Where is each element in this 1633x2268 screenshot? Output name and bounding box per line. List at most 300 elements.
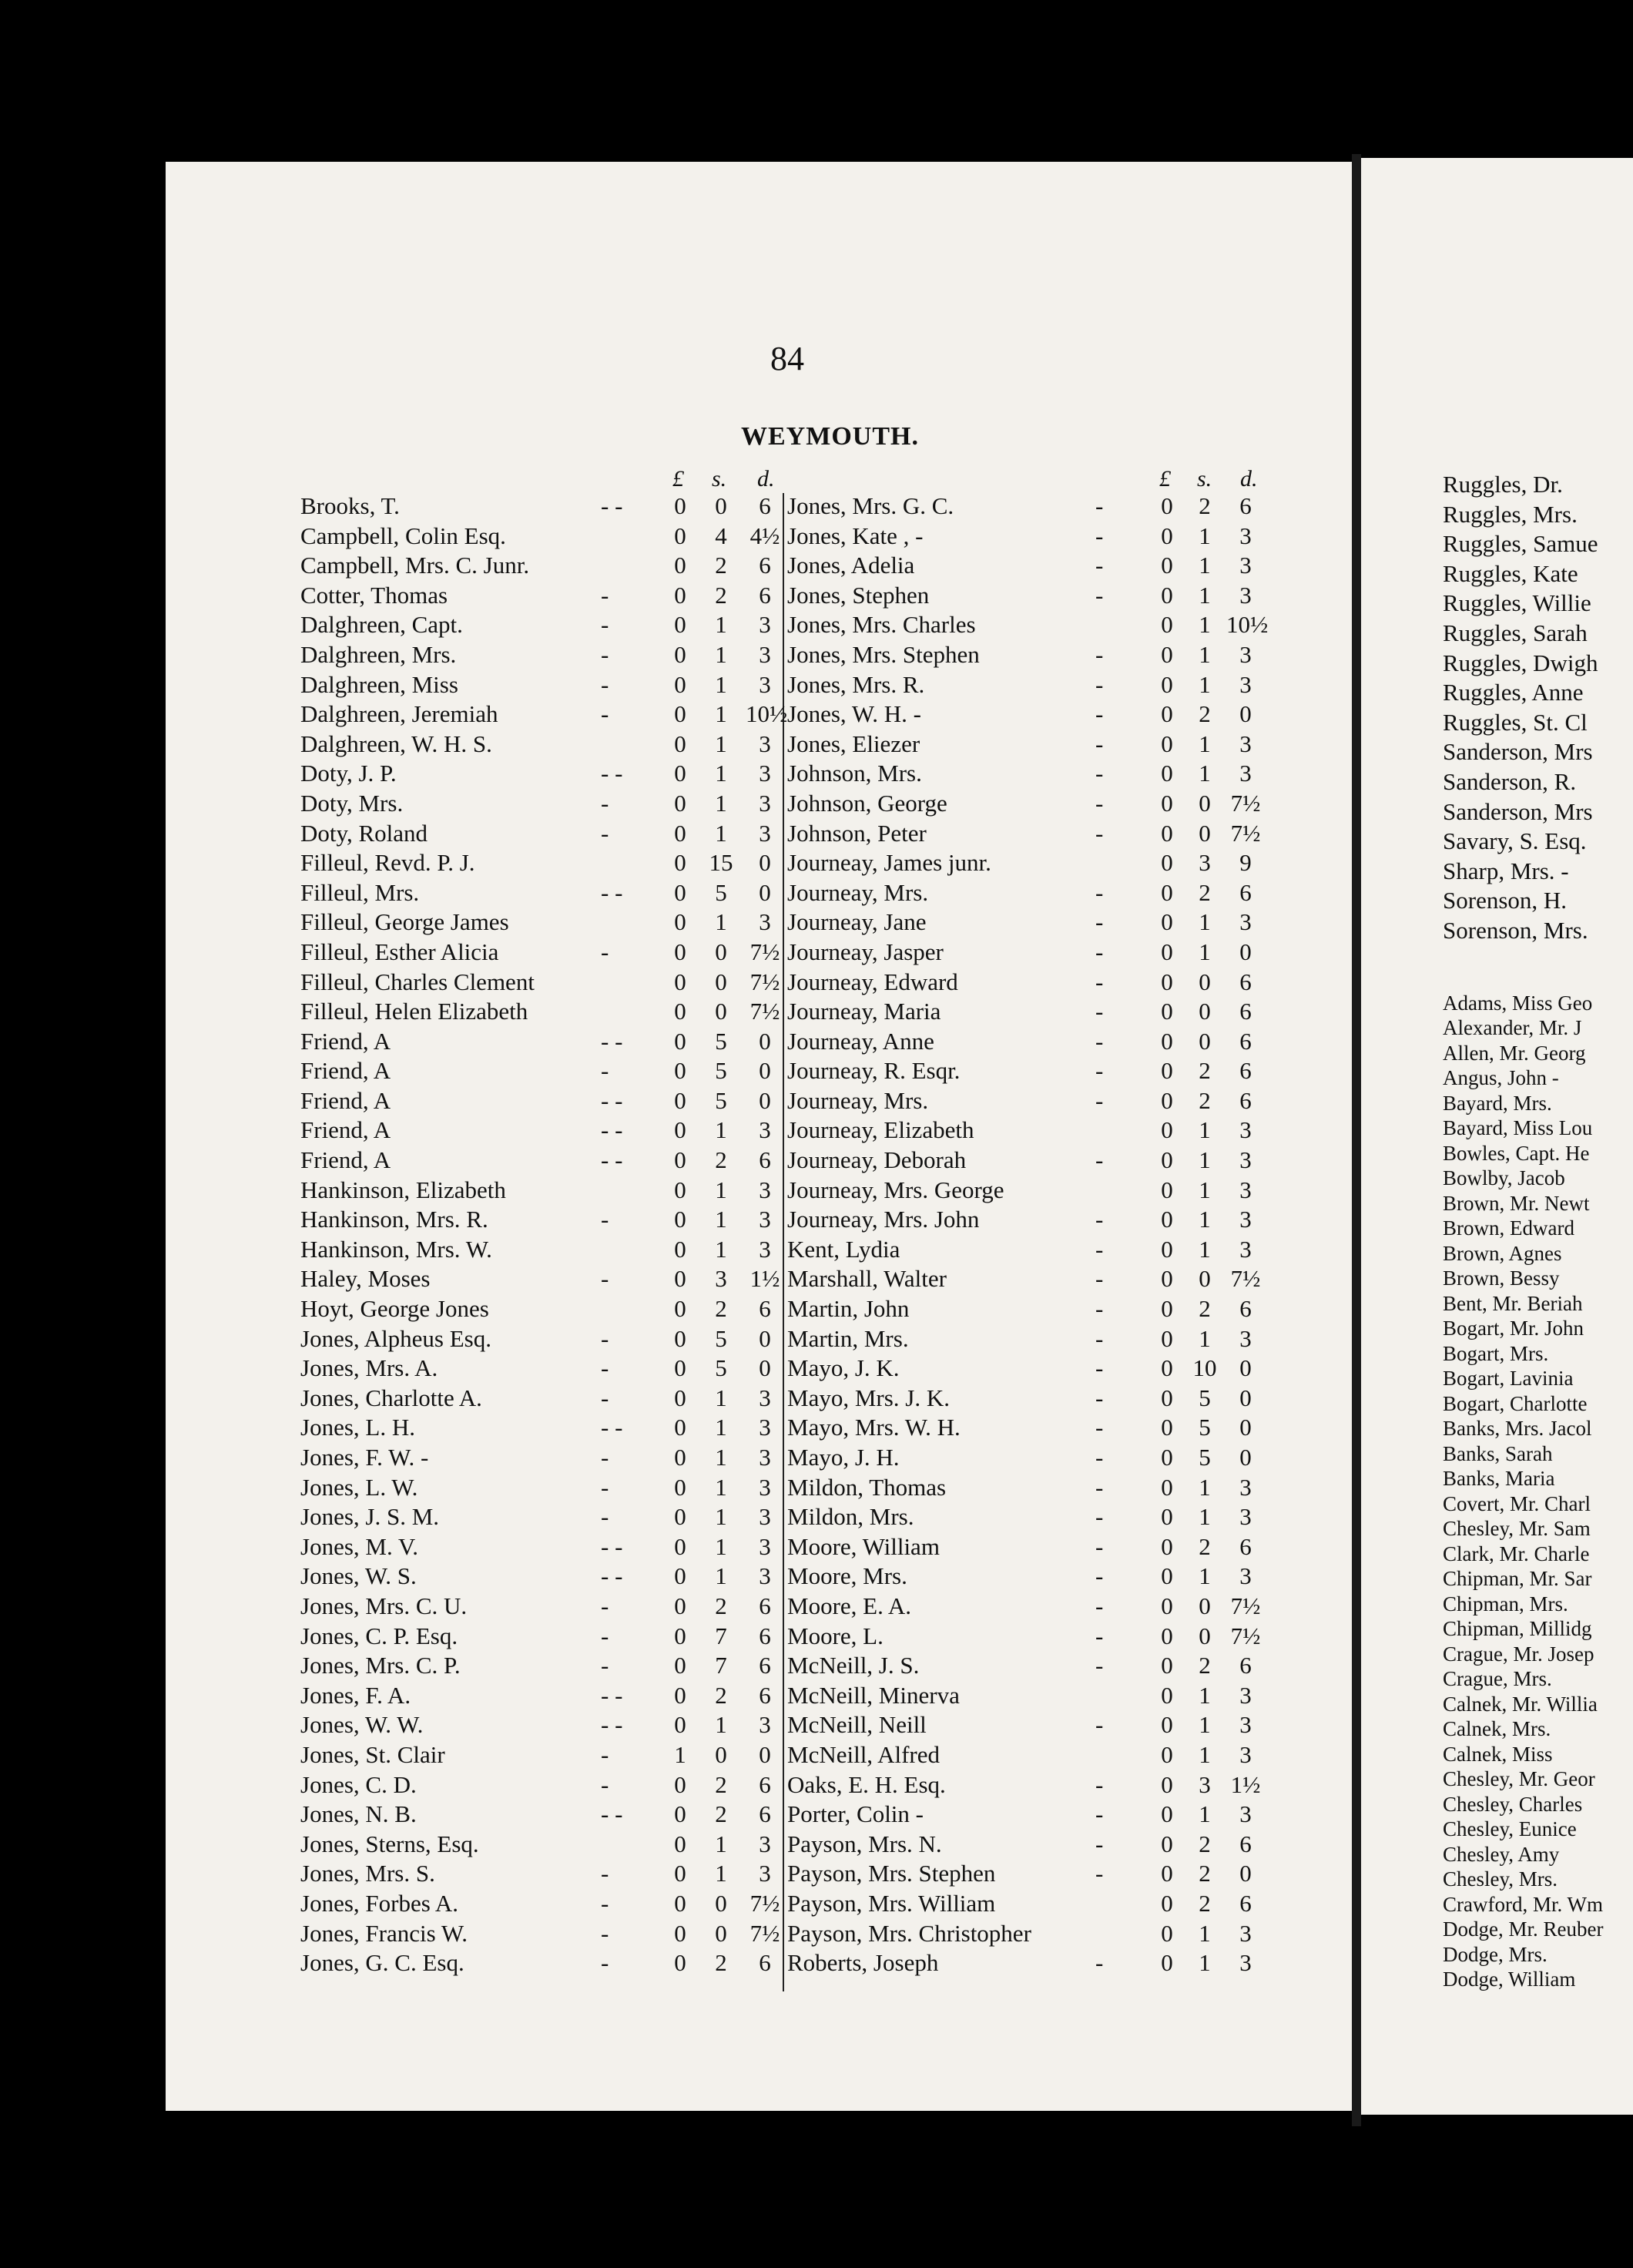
list-item: Brown, Agnes [1443,1241,1562,1265]
amount-pence: 7½ [1230,819,1261,847]
leader-dash: - [1095,878,1104,906]
amount-pounds: 0 [1161,908,1173,936]
leader-dash: - - [601,878,623,906]
list-item: Adams, Miss Geo [1443,991,1593,1015]
amount-pence: 0 [759,1057,771,1085]
leader-dash: - - [601,1086,623,1114]
subscriber-name: Jones, F. A. [300,1681,411,1709]
list-item [300,1770,778,1800]
list-item: Bayard, Mrs. [1443,1091,1552,1115]
amount-pounds: 0 [1161,1027,1173,1055]
amount-pounds: 0 [674,1354,686,1382]
subscriber-name: Brooks, T. [300,492,400,519]
book-spine [1352,154,1361,2126]
list-item: Ruggles, Anne [1443,679,1584,706]
amount-shillings: 1 [715,1444,727,1471]
amount-pounds: 0 [1161,1414,1173,1441]
amount-pence: 0 [1239,1414,1252,1441]
leader-dash: - [601,1206,609,1233]
amount-pounds: 0 [674,1860,686,1887]
list-item [300,610,778,640]
amount-pence: 3 [759,760,771,787]
subscriber-name: Jones, J. S. M. [300,1503,440,1531]
leader-dash: - [1095,1860,1104,1887]
list-item [787,1294,1265,1324]
amount-pounds: 0 [1161,670,1173,698]
subscriber-name: Jones, C. P. Esq. [300,1622,458,1649]
amount-pounds: 0 [1161,581,1173,609]
leader-dash: - - [601,1562,623,1590]
amount-pounds: 0 [674,819,686,847]
list-item [787,700,1265,730]
amount-pence: 7½ [749,938,780,965]
subscriber-name: Filleul, Revd. P. J. [300,849,475,877]
list-item [300,1919,778,1949]
leader-dash: - [601,611,609,639]
amount-pounds: 0 [674,1206,686,1233]
leader-dash: - [601,1384,609,1411]
amount-pence: 6 [1239,878,1252,906]
list-item [787,581,1265,611]
amount-pounds: 0 [674,1652,686,1679]
list-item: Ruggles, Willie [1443,589,1591,617]
subscriber-name: Friend, A [300,1027,391,1055]
subscriber-name: Johnson, Peter [787,819,927,847]
amount-pounds: 0 [674,1800,686,1828]
amount-shillings: 1 [715,700,727,728]
subscriber-name: Journeay, Elizabeth [787,1116,974,1144]
list-item: Ruggles, Dr. [1443,471,1563,498]
amount-pence: 3 [759,1503,771,1531]
subscriber-name: McNeill, Alfred [787,1740,941,1768]
amount-shillings: 1 [1199,1919,1211,1947]
list-item [300,1681,778,1711]
list-item: Chipman, Mr. Sar [1443,1567,1592,1590]
amount-pounds: 0 [1161,700,1173,728]
leader-dash: - [1095,730,1104,757]
list-item: Bogart, Charlotte [1443,1391,1588,1415]
amount-pounds: 0 [674,1086,686,1114]
subscriber-name: Moore, Mrs. [787,1562,907,1590]
subscriber-name: Roberts, Joseph [787,1949,939,1977]
subscriber-name: Mayo, J. H. [787,1444,900,1471]
amount-shillings: 1 [1199,581,1211,609]
amount-pounds: 0 [674,552,686,579]
amount-pence: 6 [759,1652,771,1679]
amount-pence: 0 [759,1324,771,1352]
leader-dash: - [1095,1652,1104,1679]
amount-pounds: 0 [674,1414,686,1441]
leader-dash: - [601,1354,609,1382]
amount-pounds: 0 [1161,849,1173,877]
amount-pence: 0 [759,849,771,877]
amount-pence: 3 [759,1206,771,1233]
amount-pence: 6 [1239,1532,1252,1560]
amount-shillings: 1 [715,1562,727,1590]
subscriber-name: Kent, Lydia [787,1235,900,1263]
leader-dash: - [1095,760,1104,787]
amount-shillings: 5 [715,1027,727,1055]
leader-dash: - [1095,1622,1104,1649]
amount-shillings: 2 [1199,1652,1211,1679]
amount-pence: 3 [759,1711,771,1739]
amount-shillings: 2 [715,1592,727,1619]
amount-shillings: 1 [1199,730,1211,757]
list-item [300,908,778,938]
subscriber-name: Martin, Mrs. [787,1324,909,1352]
amount-shillings: 1 [1199,522,1211,549]
subscriber-name: Jones, Charlotte A. [300,1384,482,1411]
amount-pence: 6 [1239,1295,1252,1323]
amount-pounds: 0 [1161,1681,1173,1709]
amount-pence: 3 [1239,1919,1252,1947]
list-item [300,1651,778,1681]
subscriber-name: Friend, A [300,1057,391,1085]
amount-shillings: 2 [1199,1830,1211,1857]
amount-pounds: 0 [674,1235,686,1263]
list-item [787,1205,1265,1235]
amount-pounds: 0 [1161,730,1173,757]
subscriber-name: Jones, St. Clair [300,1740,445,1768]
amount-pounds: 0 [1161,1146,1173,1174]
list-item [787,789,1265,819]
amount-pence: 3 [759,730,771,757]
subscriber-name: Johnson, Mrs. [787,760,922,787]
list-item [787,1146,1265,1176]
amount-shillings: 2 [1199,1860,1211,1887]
list-item: Alexander, Mr. J [1443,1016,1582,1039]
amount-pounds: 0 [674,1324,686,1352]
leader-dash: - [601,1592,609,1619]
list-item: Chesley, Amy [1443,1842,1560,1866]
amount-shillings: 5 [715,1086,727,1114]
leader-dash: - [601,581,609,609]
subscriber-name: Jones, Mrs. R. [787,670,925,698]
amount-shillings: 0 [715,998,727,1025]
amount-pounds: 0 [1161,968,1173,995]
amount-pounds: 0 [674,1146,686,1174]
amount-shillings: 1 [715,1116,727,1144]
amount-pounds: 0 [1161,492,1173,519]
amount-pounds: 0 [1161,1444,1173,1471]
list-item [300,759,778,789]
amount-pounds: 0 [1161,789,1173,817]
amount-shillings: 1 [715,1414,727,1441]
amount-pounds: 0 [674,1057,686,1085]
list-item [300,1473,778,1503]
amount-pounds: 0 [674,968,686,995]
amount-pence: 3 [1239,1503,1252,1531]
list-item: Angus, John - [1443,1066,1559,1089]
leader-dash: - - [601,1027,623,1055]
subscriber-name: Journeay, Jasper [787,938,944,965]
amount-pounds: 0 [674,670,686,698]
amount-pence: 6 [1239,1057,1252,1085]
amount-shillings: 2 [715,1949,727,1977]
amount-shillings: 0 [1199,1027,1211,1055]
leader-dash: - [601,938,609,965]
subscriber-name: Haley, Moses [300,1265,431,1293]
amount-pounds: 0 [674,1830,686,1857]
list-item [787,878,1265,908]
list-item [787,610,1269,640]
subscriber-name: Journeay, Anne [787,1027,934,1055]
amount-pence: 7½ [1230,789,1261,817]
subscriber-name: Friend, A [300,1086,391,1114]
list-item [300,581,778,611]
amount-pence: 7½ [749,998,780,1025]
subscriber-name: Jones, W. H. - [787,700,921,728]
list-item: Crawford, Mr. Wm [1443,1892,1603,1916]
list-item: Calnek, Miss [1443,1742,1553,1766]
subscriber-name: Dalghreen, W. H. S. [300,730,492,757]
subscriber-name: Cotter, Thomas [300,581,448,609]
list-item: Brown, Edward [1443,1216,1574,1240]
amount-shillings: 5 [1199,1444,1211,1471]
amount-pounds: 0 [674,789,686,817]
amount-pence: 0 [1239,938,1252,965]
subscriber-name: Journeay, Edward [787,968,958,995]
list-item [787,1592,1265,1622]
list-item [300,1176,778,1206]
subscriber-name: McNeill, Minerva [787,1681,960,1709]
amount-pounds: 0 [1161,819,1173,847]
list-item [787,1532,1265,1562]
leader-dash: - [601,1860,609,1887]
list-item [300,700,788,730]
amount-shillings: 1 [1199,760,1211,787]
leader-dash: - [601,1889,609,1917]
leader-dash: - [1095,1830,1104,1857]
subscriber-name: Jones, Forbes A. [300,1889,458,1917]
leader-dash: - [1095,1770,1104,1798]
list-item [300,1413,778,1443]
amount-pence: 3 [759,640,771,668]
leader-dash: - [601,1652,609,1679]
subscriber-name: Campbell, Colin Esq. [300,522,506,549]
amount-pounds: 0 [1161,1711,1173,1739]
subscriber-name: Jones, G. C. Esq. [300,1949,464,1977]
list-item [787,1562,1265,1592]
list-item: Chesley, Mrs. [1443,1867,1558,1891]
list-item [787,1889,1265,1919]
amount-pounds: 1 [674,1740,686,1768]
subscriber-name: Jones, Adelia [787,552,915,579]
subscriber-name: Jones, M. V. [300,1532,419,1560]
amount-pence: 6 [759,1592,771,1619]
subscriber-name: Jones, L. W. [300,1473,418,1501]
amount-shillings: 2 [1199,1086,1211,1114]
subscriber-name: Jones, Mrs. Stephen [787,640,980,668]
amount-shillings: 2 [1199,1057,1211,1085]
list-item [300,878,778,908]
leader-dash: - [601,1949,609,1977]
amount-pence: 6 [759,1800,771,1828]
subscriber-name: Martin, John [787,1295,910,1323]
list-item: Banks, Maria [1443,1467,1555,1490]
list-item: Clark, Mr. Charle [1443,1542,1590,1565]
amount-pounds: 0 [674,1027,686,1055]
amount-pence: 3 [759,1562,771,1590]
subscriber-name: Friend, A [300,1116,391,1144]
amount-shillings: 1 [1199,1116,1211,1144]
subscriber-name: Dalghreen, Jeremiah [300,700,498,728]
list-item [300,670,778,700]
leader-dash: - [601,1740,609,1768]
amount-shillings: 2 [1199,1889,1211,1917]
subscriber-name: Mayo, Mrs. J. K. [787,1384,950,1411]
subscriber-name: Doty, Mrs. [300,789,404,817]
leader-dash: - - [601,1116,623,1144]
amount-pence: 7½ [1230,1592,1261,1619]
amount-shillings: 2 [715,552,727,579]
leader-dash: - - [601,1681,623,1709]
list-item [787,640,1265,670]
amount-shillings: 1 [715,1503,727,1531]
list-item [300,1264,778,1294]
amount-pence: 3 [1239,1116,1252,1144]
amount-pounds: 0 [674,640,686,668]
subscriber-name: Hankinson, Mrs. W. [300,1235,492,1263]
amount-pence: 3 [1239,1206,1252,1233]
amount-pence: 0 [1239,1384,1252,1411]
amount-shillings: 1 [1199,1949,1211,1977]
amount-pounds: 0 [674,1176,686,1203]
list-item: Dodge, Mrs. [1443,1942,1547,1966]
amount-pounds: 0 [1161,1562,1173,1590]
leader-dash: - [1095,581,1104,609]
amount-pounds: 0 [674,1770,686,1798]
amount-shillings: 2 [715,581,727,609]
leader-dash: - [601,1265,609,1293]
amount-pounds: 0 [674,1681,686,1709]
leader-dash: - [1095,819,1104,847]
leader-dash: - [1095,1265,1104,1293]
amount-pence: 3 [1239,552,1252,579]
amount-shillings: 1 [1199,1740,1211,1768]
section-heading: WEYMOUTH. [741,422,919,451]
leader-dash: - [1095,1324,1104,1352]
amount-pence: 0 [759,878,771,906]
list-item: Crague, Mr. Josep [1443,1642,1594,1666]
page-number: 84 [770,340,804,377]
subscriber-name: Journeay, James junr. [787,849,991,877]
amount-pence: 3 [1239,522,1252,549]
amount-shillings: 5 [1199,1384,1211,1411]
leader-dash: - - [601,1711,623,1739]
amount-pounds: 0 [674,1265,686,1293]
amount-pounds: 0 [674,1592,686,1619]
subscriber-name: Jones, L. H. [300,1414,415,1441]
amount-pounds: 0 [674,581,686,609]
amount-pounds: 0 [674,1949,686,1977]
subscriber-name: Filleul, Helen Elizabeth [300,998,528,1025]
list-item [787,1770,1265,1800]
amount-pounds: 0 [674,908,686,936]
list-item: Bayard, Miss Lou [1443,1116,1593,1139]
amount-shillings: 1 [715,1532,727,1560]
leader-dash: - [1095,1384,1104,1411]
leader-dash: - - [601,1532,623,1560]
amount-pence: 6 [1239,492,1252,519]
leader-dash: - [1095,492,1104,519]
leader-dash: - [1095,1146,1104,1174]
amount-shillings: 2 [715,1800,727,1828]
list-item [300,1294,778,1324]
amount-pence: 3 [1239,1562,1252,1590]
list-item: Bogart, Mr. John [1443,1317,1584,1340]
amount-shillings: 1 [715,1384,727,1411]
subscriber-name: Mildon, Thomas [787,1473,947,1501]
amount-pence: 1½ [1230,1770,1261,1798]
right-list-top [1443,470,1603,946]
subscriber-name: Jones, Sterns, Esq. [300,1830,479,1857]
leader-dash: - [601,700,609,728]
subscriber-name: Doty, J. P. [300,760,397,787]
amount-pence: 3 [759,1235,771,1263]
subscriber-name: McNeill, J. S. [787,1652,920,1679]
amount-pounds: 0 [1161,998,1173,1025]
amount-pounds: 0 [1161,1503,1173,1531]
list-item [787,1264,1265,1294]
amount-pence: 6 [1239,1830,1252,1857]
amount-pounds: 0 [1161,1235,1173,1263]
amount-pence: 7½ [1230,1265,1261,1293]
amount-pence: 3 [759,789,771,817]
list-item [300,1354,778,1384]
amount-pounds: 0 [674,1532,686,1560]
list-item: Sanderson, R. [1443,767,1577,795]
amount-shillings: 2 [715,1146,727,1174]
list-item [300,938,778,968]
amount-pence: 3 [759,1830,771,1857]
list-item [787,1027,1265,1057]
subscriber-name: Jones, Mrs. C. P. [300,1652,461,1679]
amount-pence: 3 [1239,1473,1252,1501]
amount-shillings: 0 [1199,1592,1211,1619]
subscriber-name: Journeay, Maria [787,998,941,1025]
list-item [787,908,1265,938]
leader-dash: - [1095,1473,1104,1501]
subscriber-name: Jones, N. B. [300,1800,417,1828]
list-item: Calnek, Mrs. [1443,1717,1551,1740]
amount-shillings: 3 [1199,1770,1211,1798]
amount-pounds: 0 [1161,1830,1173,1857]
amount-pence: 7½ [1230,1622,1261,1649]
leader-dash: - [601,819,609,847]
list-item: Banks, Mrs. Jacol [1443,1417,1592,1440]
amount-pence: 6 [759,552,771,579]
amount-pence: 0 [1239,1354,1252,1382]
list-item [787,1622,1265,1652]
list-item: Ruggles, Samue [1443,530,1598,558]
list-item [787,1086,1265,1116]
amount-pence: 0 [1239,700,1252,728]
amount-pounds: 0 [674,1384,686,1411]
left-subscriber-list [300,492,788,1978]
amount-pounds: 0 [674,1562,686,1590]
amount-shillings: 1 [1199,1235,1211,1263]
subscriber-name: Jones, Mrs. S. [300,1860,435,1887]
amount-pounds: 0 [1161,1652,1173,1679]
amount-shillings: 2 [1199,1532,1211,1560]
amount-pence: 3 [759,1532,771,1560]
list-item [787,1413,1265,1443]
list-item [787,1651,1265,1681]
amount-pence: 4½ [749,522,780,549]
subscriber-name: Jones, F. W. - [300,1444,429,1471]
list-item [300,1146,778,1176]
